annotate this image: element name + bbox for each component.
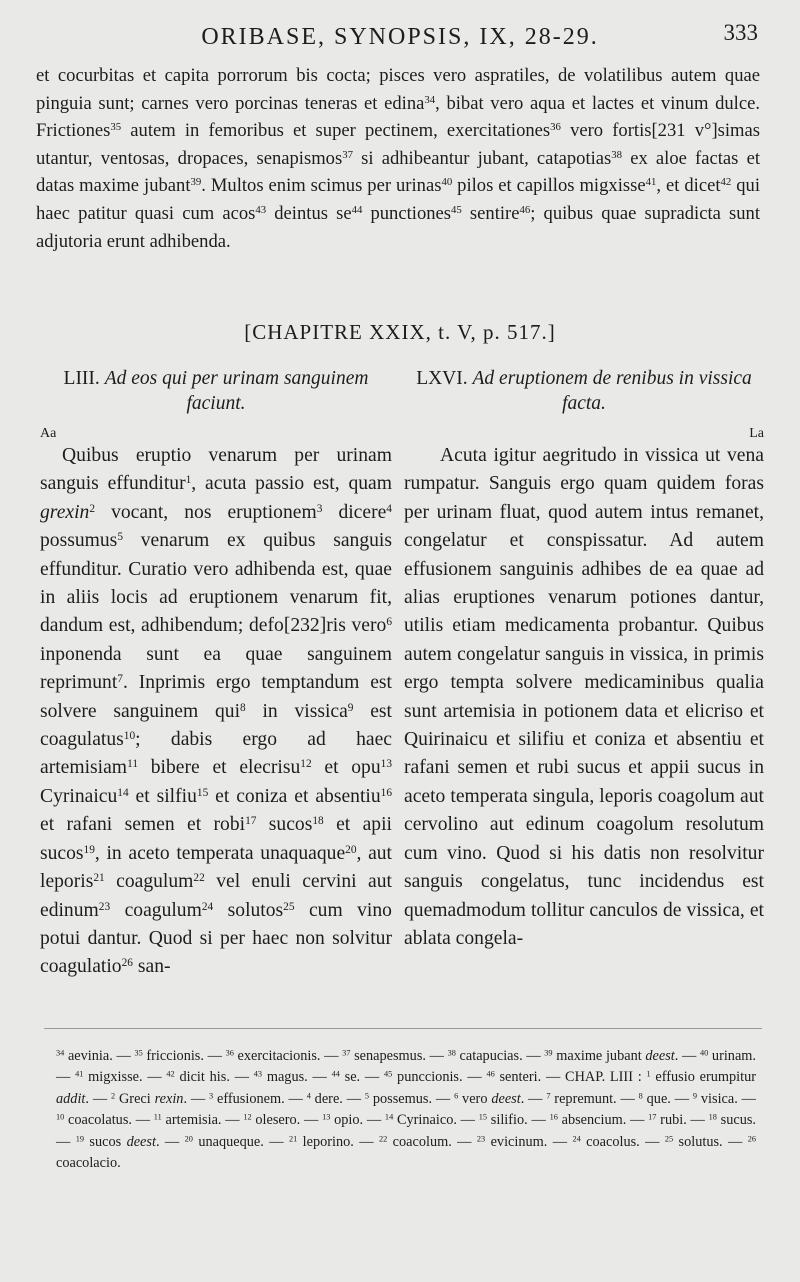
left-column: [40, 366, 392, 982]
section-title: Ad eos qui per urinam sanguinem faciunt.: [104, 368, 369, 414]
section-title: Ad eruptionem de renibus in vissica facta.: [472, 368, 752, 414]
manuscript-marker: La: [749, 426, 764, 441]
intro-paragraph: [36, 62, 760, 255]
footnote-divider: [44, 1028, 762, 1029]
section-number: LXVI.: [416, 368, 468, 389]
section-body-lxvi: Acuta igitur aegritudo in vissica ut vena rumpatur. Sanguis ergo quam quidem foras per urinam fluat, quod autem intus remanet, congelatur et conspissatur. Ad autem effusionem sanguinis adhibes de ea quae ad alias eruptiones venarum potiones dantur, utilis etiam medicamenta probantur. Quibus autem congelatur sanguis in vissica, in primis ergo tempta solvere medicaminibus qualia sunt artemisia in potionem data et elicriso et Quirinaicu et silifiu et coniza et absentiu et rafani semen et rubi sucus et appii sucus in aceto temperata singula, leporis coagolum aut cervolino aut edinum coagolum resolutum cum vino. Quod si his datis non resolvitur sanguis congelatus, tunc incidendus est quemadmodum tollitur canculos de vissica, et ablata congela-: [404, 445, 764, 949]
page-number: 333: [723, 20, 758, 45]
right-column: [404, 366, 764, 953]
manuscript-marker: Aa: [40, 426, 57, 441]
page-header: [0, 20, 800, 60]
section-heading-liii: [40, 366, 392, 420]
section-heading-lxvi: [404, 366, 764, 420]
section-number: LIII.: [63, 368, 100, 389]
running-title: ORIBASE, SYNOPSIS, IX, 28-29.: [201, 24, 599, 50]
footnote-text: $^{34}$ aevinia. — $^{35}$ friccionis. — $^{36}$ exercitacionis. — $^{37}$ senapesmus. — $^{38}$ catapucias. — $^{39}$ maxime jubant deest. — $^{40}$ urinam. — $^{41}$ migxisse. — $^{42}$ dicit his. — $^{43}$ magus. — $^{44}$ se. — $^{45}$ punccionis. — $^{46}$ senteri. — CHAP. LIII : $^1$ effusio erumpitur addit. — $^2$ Greci rexin. — $^3$ effusionem. — $^4$ dere. — $^5$ possemus. — $^6$ vero deest. — $^7$ repremunt. — $^8$ que. — $^9$ visica. — $^{10}$ coacolatus. — $^{11}$ artemisia. — $^{12}$ olesero. — $^{13}$ opio. — $^{14}$ Cyrinaico. — $^{15}$ silifio. — $^{16}$ absencium. — $^{17}$ rubi. — $^{18}$ sucus. — $^{19}$ sucos deest. — $^{20}$ unaqueque. — $^{21}$ leporino. — $^{22}$ coacolum. — $^{23}$ evicinum. — $^{24}$ coacolus. — $^{25}$ solutus. — $^{26}$ coacolacio.: [56, 1048, 757, 1172]
section-body-liii: Quibus eruptio venarum per urinam sanguis effunditur$^1$, acuta passio est, quam grexin$^2$ vocant, nos eruptionem$^3$ dicere$^4$ possumus$^5$ venarum ex quibus sanguis effunditur. Curatio vero adhibenda est, quae in aliis locis ad eruptionem venarum fit, dandum est, adhibendum; defo[232]ris vero$^6$ inponenda sunt ea quae sanguinem reprimunt$^7$. Inprimis ergo temptandum est solvere sanguinem qui$^8$ in vissica$^9$ est coagulatus$^{10}$; dabis ergo ad haec artemisiam$^{11}$ bibere et elecrisu$^{12}$ et opu$^{13}$ Cyrinaicu$^{14}$ et silfiu$^{15}$ et coniza et absentiu$^{16}$ et rafani semen et robi$^{17}$ sucos$^{18}$ et apii sucos$^{19}$, in aceto temperata unaquaque$^{20}$, aut leporis$^{21}$ coagulum$^{22}$ vel enuli cervini aut edinum$^{23}$ coagulum$^{24}$ solutos$^{25}$ cum vino potui dantur. Quod si per haec non solvitur coagulatio$^{26}$ san-: [40, 445, 392, 978]
chapter-reference: [CHAPITRE XXIX, t. V, p. 517.]: [244, 320, 556, 344]
intro-text: et cocurbitas et capita porrorum bis cocta; pisces vero aspratiles, de volatilibus autem quae pinguia sunt; carnes vero porcinas teneras et edina$^{34}$, bibat vero aqua et lactes et vinum dulce. Frictiones$^{35}$ autem in femoribus et super pectinem, exercitationes$^{36}$ vero fortis[231 v°]simas utantur, ventosas, dropaces, senapismos$^{37}$ si adhibeantur jubant, catapotias$^{38}$ ex aloe factas et datas maxime jubant$^{39}$. Multos enim scimus per urinas$^{40}$ pilos et capillos migxisse$^{41}$, et dicet$^{42}$ qui haec patitur quasi cum acos$^{43}$ deintus $se^{44}$ punctiones$^{45}$ sentire$^{46}$; quibus quae supradicta sunt adjutoria erunt adhibenda.: [36, 65, 760, 252]
footnotes: [56, 1046, 756, 1174]
